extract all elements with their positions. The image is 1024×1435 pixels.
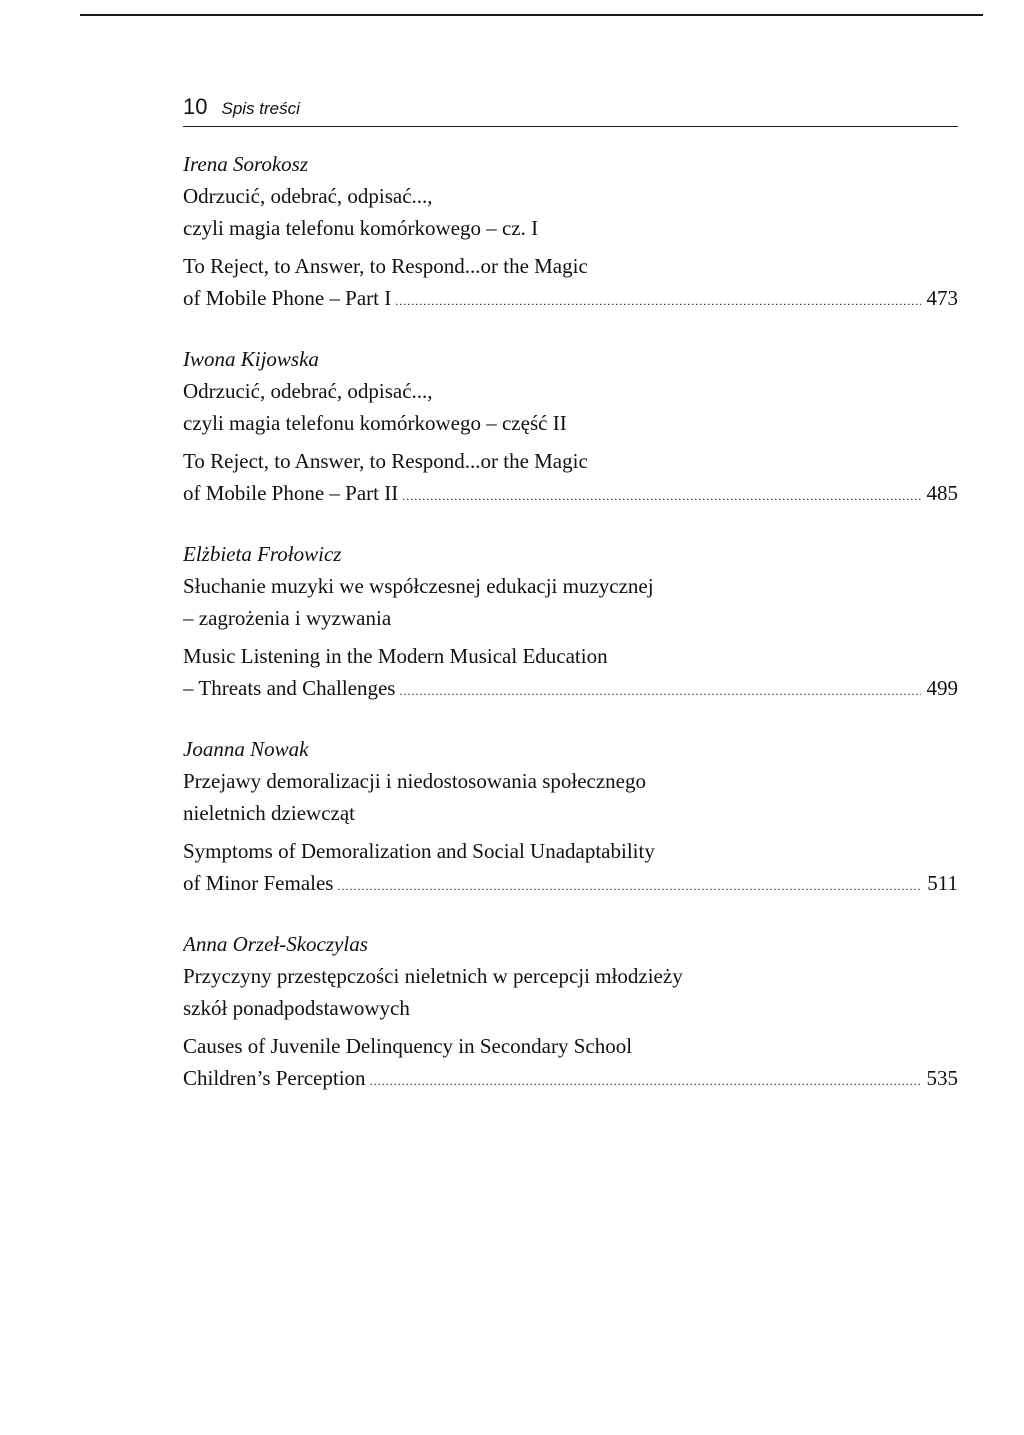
dot-leader: [337, 870, 921, 899]
dot-leader: [399, 675, 920, 704]
toc-entry: [183, 733, 958, 928]
entry-title-en-line: Symptoms of Demoralization and Social Unadaptability: [183, 839, 655, 863]
entry-author: Elżbieta Frołowicz: [183, 542, 342, 566]
toc-entry: [183, 148, 958, 343]
entry-title-pl-line: Odrzucić, odebrać, odpisać...,: [183, 379, 433, 403]
entry-title-en-last: of Mobile Phone – Part I: [183, 286, 392, 310]
entry-title-pl-line: Odrzucić, odebrać, odpisać...,: [183, 184, 433, 208]
entry-title-en-line: To Reject, to Answer, to Respond...or the Magic: [183, 449, 588, 473]
entry-title-pl-line: Przyczyny przestępczości nieletnich w percepcji młodzieży: [183, 964, 683, 988]
entry-title-en-line: Music Listening in the Modern Musical Education: [183, 644, 608, 668]
entry-last-line[interactable]: [183, 1062, 958, 1094]
toc-entry: [183, 538, 958, 733]
entry-page-number: 535: [926, 1066, 958, 1090]
running-title: Spis treści: [221, 99, 300, 118]
entry-last-line[interactable]: [183, 672, 958, 704]
entry-author: Irena Sorokosz: [183, 152, 309, 176]
entry-page-number: 473: [926, 286, 958, 310]
dot-leader: [402, 480, 920, 509]
entry-author: Iwona Kijowska: [183, 347, 319, 371]
entry-title-en-last: – Threats and Challenges: [183, 676, 396, 700]
top-rule: [80, 14, 983, 16]
entry-page-number: 511: [927, 871, 958, 895]
entry-last-line[interactable]: [183, 867, 958, 899]
entry-title-en-last: of Mobile Phone – Part II: [183, 481, 399, 505]
entry-title-pl-line: nieletnich dziewcząt: [183, 801, 355, 825]
entry-title-en-line: To Reject, to Answer, to Respond...or the Magic: [183, 254, 588, 278]
page-header: [183, 94, 958, 126]
entry-title-en-last: Children’s Perception: [183, 1066, 366, 1090]
entry-last-line[interactable]: [183, 477, 958, 509]
table-of-contents: [183, 148, 958, 1123]
entry-title-pl-line: Przejawy demoralizacji i niedostosowania społecznego: [183, 769, 647, 793]
header-rule: [183, 126, 958, 127]
toc-entry: [183, 928, 958, 1123]
entry-title-pl-line: Słuchanie muzyki we współczesnej edukacji muzycznej: [183, 574, 654, 598]
entry-author: Joanna Nowak: [183, 737, 309, 761]
entry-page-number: 485: [926, 481, 958, 505]
dot-leader: [395, 285, 920, 314]
page-number: 10: [183, 94, 208, 119]
entry-title-pl-line: czyli magia telefonu komórkowego – część II: [183, 411, 567, 435]
entry-title-en-last: of Minor Females: [183, 871, 334, 895]
entry-page-number: 499: [926, 676, 958, 700]
entry-title-pl-line: – zagrożenia i wyzwania: [183, 606, 392, 630]
entry-title-en-line: Causes of Juvenile Delinquency in Secondary School: [183, 1034, 633, 1058]
entry-author: Anna Orzeł-Skoczylas: [183, 932, 368, 956]
entry-title-pl-line: szkół ponadpodstawowych: [183, 996, 410, 1020]
entry-title-pl-line: czyli magia telefonu komórkowego – cz. I: [183, 216, 539, 240]
entry-last-line[interactable]: [183, 282, 958, 314]
toc-entry: [183, 343, 958, 538]
dot-leader: [370, 1065, 921, 1094]
